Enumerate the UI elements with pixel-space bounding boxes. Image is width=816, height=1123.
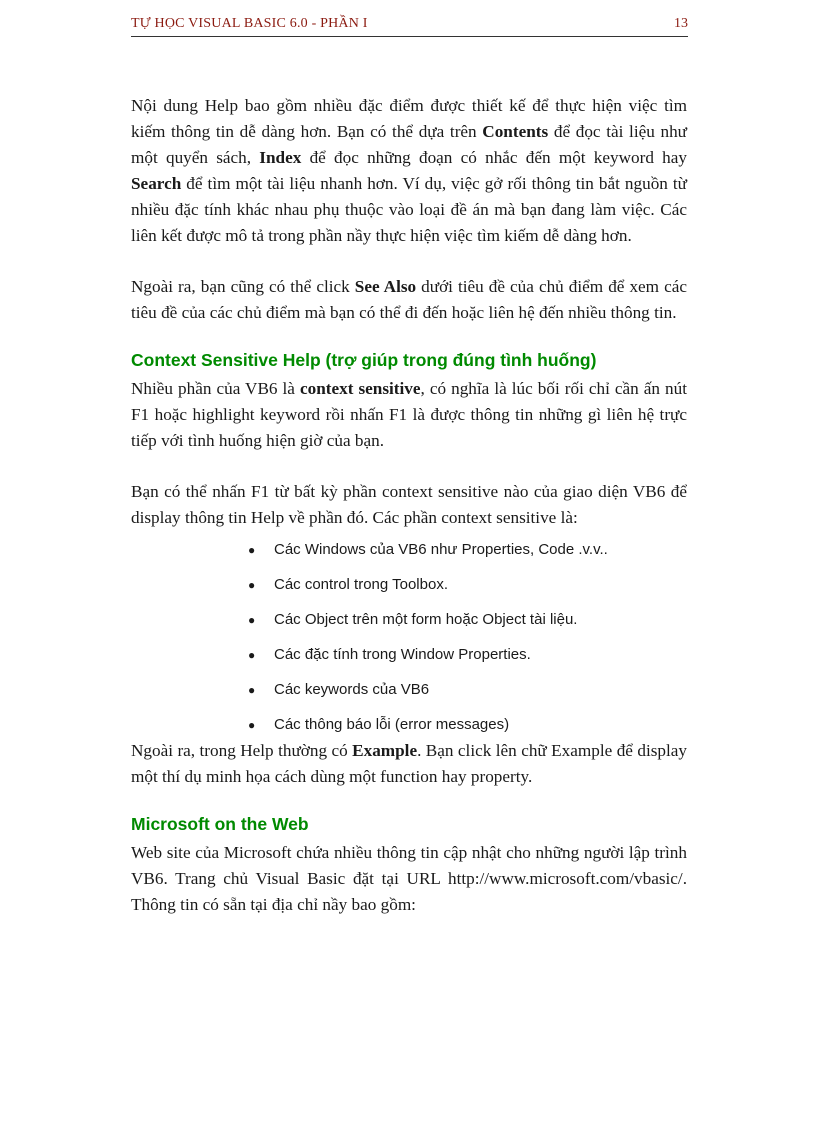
list-item: ● Các control trong Toolbox. [248, 574, 687, 609]
see-also-keyword: See Also [354, 277, 417, 296]
search-keyword: Search [131, 174, 182, 193]
paragraph-see-also: Ngoài ra, bạn cũng có thể click See Also dưới tiêu đề của chủ điểm để xem các tiêu đề của các chủ điểm mà bạn có thể đi đến hoặc liên hệ đến nhiều thông tin. [131, 277, 687, 322]
list-item: ● Các thông báo lỗi (error messages) [248, 714, 687, 738]
paragraph-example: Ngoài ra, trong Help thường có Example. Bạn click lên chữ Example để display một thí dụ minh họa cách dùng một function hay property. [131, 741, 687, 786]
bullet-icon: ● [248, 613, 256, 627]
page-header [131, 14, 688, 37]
context-sensitive-keyword: context sensitive [299, 379, 421, 398]
section-heading-context-help: Context Sensitive Help (trợ giúp trong đúng tình huống) [131, 350, 597, 370]
paragraph-f1-help: Bạn có thể nhấn F1 từ bất kỳ phần context sensitive nào của giao diện VB6 để display thông tin Help về phần đó. Các phần context sensitive là: [131, 482, 687, 527]
paragraph-context-sensitive: Nhiều phần của VB6 là context sensitive, có nghĩa là lúc bối rối chỉ cần ấn nút F1 hoặc highlight keyword rồi nhấn F1 là được thông tin những gì liên hệ trực tiếp với tình huống hiện giờ của bạn. [131, 379, 688, 450]
paragraph-microsoft-web: Web site của Microsoft chứa nhiều thông tin cập nhật cho những người lập trình VB6. Trang chủ Visual Basic đặt tại URL http://www.microsoft.com/vbasic/. Thông tin có sẵn tại địa chỉ nầy bao gồm: [131, 843, 687, 914]
bullet-icon: ● [248, 648, 256, 662]
list-item: ● Các Windows của VB6 như Properties, Code .v.v.. [248, 539, 687, 574]
list-item: ● Các Object trên một form hoặc Object tài liệu. [248, 609, 687, 644]
bullet-icon: ● [248, 578, 256, 592]
bullet-icon: ● [248, 543, 256, 557]
paragraph-help-content: Nội dung Help bao gồm nhiều đặc điểm được thiết kế để thực hiện việc tìm kiếm thông tin dễ dàng hơn. Bạn có thể dựa trên Contents để đọc tài liệu như một quyển sách, Index để đọc những đoạn có nhắc đến một keyword hay Search để tìm một tài liệu nhanh hơn. Ví dụ, việc gở rối thông tin bắt nguồn từ nhiều đặc tính khác nhau phụ thuộc vào loại đề án mà bạn đang làm việc. Các liên kết được mô tả trong phần nầy thực hiện việc tìm kiếm dễ dàng hơn. [131, 96, 687, 245]
section-heading-microsoft-web: Microsoft on the Web [131, 814, 309, 834]
page-body [131, 93, 687, 918]
contents-keyword: Contents [482, 122, 549, 141]
context-sensitive-list [131, 539, 687, 738]
running-title: TỰ HỌC VISUAL BASIC 6.0 - PHẦN I [131, 16, 368, 31]
bullet-icon: ● [248, 683, 256, 697]
bullet-icon: ● [248, 718, 256, 732]
page-number: 13 [674, 16, 688, 31]
list-item: ● Các keywords của VB6 [248, 679, 687, 714]
example-keyword: Example [352, 741, 418, 760]
list-item: ● Các đặc tính trong Window Properties. [248, 644, 687, 679]
index-keyword: Index [259, 148, 302, 167]
